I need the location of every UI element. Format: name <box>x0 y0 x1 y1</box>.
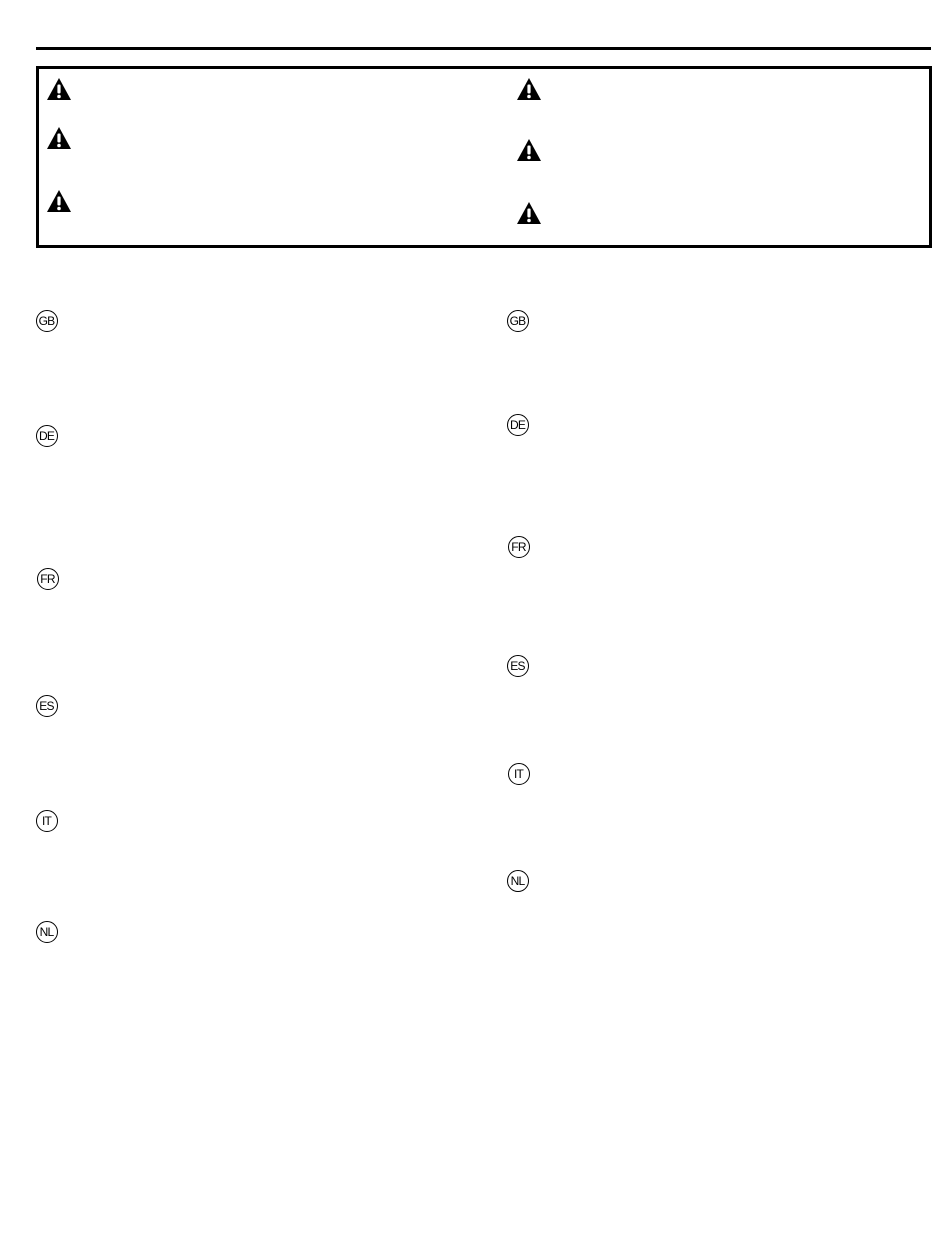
language-code: DE <box>38 429 55 443</box>
top-rule <box>36 47 931 50</box>
language-code: NL <box>510 874 525 888</box>
language-badge-de <box>36 425 58 447</box>
language-code: GB <box>509 314 526 328</box>
language-code: IT <box>41 814 52 828</box>
warning-triangle-icon <box>46 126 72 150</box>
language-badge-gb <box>36 310 58 332</box>
language-badge-it <box>36 810 58 832</box>
language-code: ES <box>510 659 525 673</box>
warning-box <box>36 66 932 248</box>
language-badge-nl <box>36 921 58 943</box>
language-badge-es <box>507 655 529 677</box>
language-code: IT <box>513 767 524 781</box>
language-badge-fr <box>508 536 530 558</box>
language-badge-es <box>36 695 58 717</box>
language-badge-nl <box>507 870 529 892</box>
language-code: FR <box>40 572 55 586</box>
warning-triangle-icon <box>46 77 72 101</box>
language-code: FR <box>511 540 526 554</box>
language-code: ES <box>39 699 54 713</box>
language-badge-fr <box>37 568 59 590</box>
language-badge-de <box>507 414 529 436</box>
language-code: NL <box>39 925 54 939</box>
warning-triangle-icon <box>516 138 542 162</box>
warning-triangle-icon <box>516 77 542 101</box>
language-badge-it <box>508 763 530 785</box>
warning-triangle-icon <box>516 201 542 225</box>
warning-triangle-icon <box>46 189 72 213</box>
language-code: GB <box>38 314 55 328</box>
language-code: DE <box>509 418 526 432</box>
language-badge-gb <box>507 310 529 332</box>
